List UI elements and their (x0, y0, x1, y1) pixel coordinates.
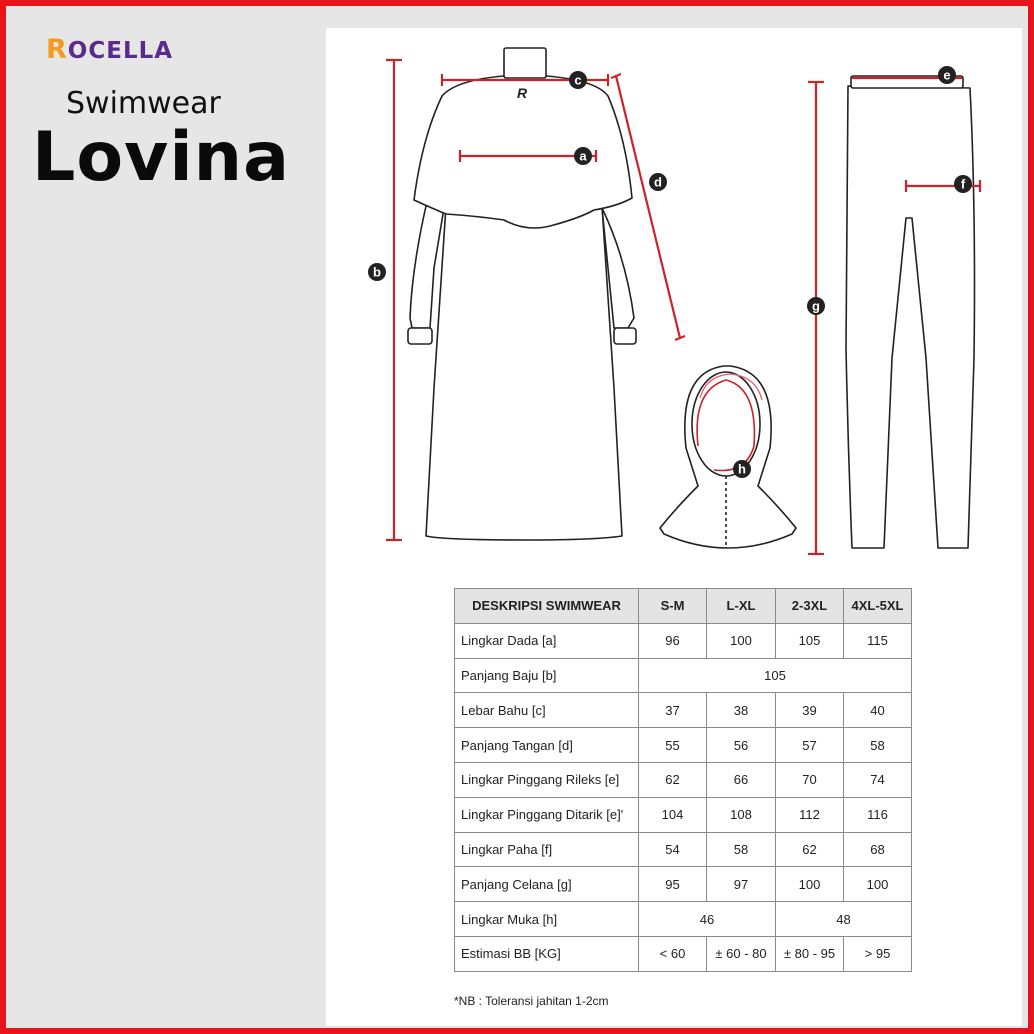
table-row (455, 867, 912, 902)
cell-value: > 95 (844, 936, 912, 971)
marker-a-label: a (579, 148, 587, 164)
logo-initial: R (46, 34, 68, 65)
cell-value: 39 (776, 693, 844, 728)
row-label: Panjang Tangan [d] (455, 728, 639, 763)
row-label: Lingkar Muka [h] (455, 902, 639, 937)
row-label: Lebar Bahu [c] (455, 693, 639, 728)
header-size-4xl-5xl: 4XL-5XL (844, 589, 912, 624)
cell-value: 57 (776, 728, 844, 763)
product-title: Lovina (32, 118, 290, 197)
cell-value: 112 (776, 797, 844, 832)
cell-value-pair: 46 (639, 902, 776, 937)
cell-value: 40 (844, 693, 912, 728)
cell-value-merged: 105 (639, 658, 912, 693)
table-row (455, 623, 912, 658)
row-label: Lingkar Pinggang Ditarik [e]' (455, 797, 639, 832)
cell-value: 74 (844, 762, 912, 797)
cell-value: 116 (844, 797, 912, 832)
header-description: DESKRIPSI SWIMWEAR (455, 589, 639, 624)
table-row (455, 797, 912, 832)
cell-value: 58 (707, 832, 776, 867)
marker-f-label: f (960, 176, 966, 192)
cell-value: 105 (776, 623, 844, 658)
table-row (455, 728, 912, 763)
product-category: Swimwear (66, 86, 221, 121)
table-row (455, 936, 912, 971)
cell-value: 62 (776, 832, 844, 867)
row-label: Lingkar Dada [a] (455, 623, 639, 658)
left-cuff (408, 328, 432, 344)
header-size-l-xl: L-XL (707, 589, 776, 624)
cell-value: 96 (639, 623, 707, 658)
cell-value: < 60 (639, 936, 707, 971)
cell-value: 100 (707, 623, 776, 658)
tunic-body (426, 206, 622, 540)
cell-value: ± 60 - 80 (707, 936, 776, 971)
logo-rest: OCELLA (67, 38, 174, 64)
table-row (455, 902, 912, 937)
cell-value: 100 (776, 867, 844, 902)
row-label: Lingkar Pinggang Rileks [e] (455, 762, 639, 797)
cell-value: ± 80 - 95 (776, 936, 844, 971)
table-row (455, 693, 912, 728)
marker-e-label: e (943, 67, 951, 83)
cell-value: 108 (707, 797, 776, 832)
row-label: Estimasi BB [KG] (455, 936, 639, 971)
cell-value: 56 (707, 728, 776, 763)
brand-logo (46, 34, 173, 65)
cell-value: 38 (707, 693, 776, 728)
cell-value: 115 (844, 623, 912, 658)
cell-value: 37 (639, 693, 707, 728)
cell-value: 66 (707, 762, 776, 797)
marker-c-label: c (574, 72, 582, 88)
marker-h-label: h (738, 461, 746, 477)
cell-value: 95 (639, 867, 707, 902)
marker-g-label: g (812, 298, 820, 314)
row-label: Panjang Baju [b] (455, 658, 639, 693)
chest-logo: R (516, 85, 528, 101)
cell-value: 104 (639, 797, 707, 832)
table-row (455, 832, 912, 867)
header-size-2-3xl: 2-3XL (776, 589, 844, 624)
size-table (454, 588, 912, 972)
row-label: Panjang Celana [g] (455, 867, 639, 902)
row-label: Lingkar Paha [f] (455, 832, 639, 867)
cell-value: 54 (639, 832, 707, 867)
garment-diagram (326, 28, 1022, 568)
cell-value: 62 (639, 762, 707, 797)
pants (846, 86, 975, 548)
cell-value: 70 (776, 762, 844, 797)
cell-value: 100 (844, 867, 912, 902)
cell-value: 97 (707, 867, 776, 902)
marker-b-label: b (373, 264, 381, 280)
cell-value: 68 (844, 832, 912, 867)
tolerance-note: *NB : Toleransi jahitan 1-2cm (454, 994, 609, 1008)
table-row (455, 762, 912, 797)
marker-d-label: d (654, 174, 662, 190)
cell-value: 58 (844, 728, 912, 763)
hood-face-opening (692, 372, 760, 476)
cell-value-pair: 48 (776, 902, 912, 937)
tunic-collar (504, 48, 546, 78)
header-size-s-m: S-M (639, 589, 707, 624)
right-cuff (614, 328, 636, 344)
table-header-row (455, 589, 912, 624)
cell-value: 55 (639, 728, 707, 763)
table-row (455, 658, 912, 693)
